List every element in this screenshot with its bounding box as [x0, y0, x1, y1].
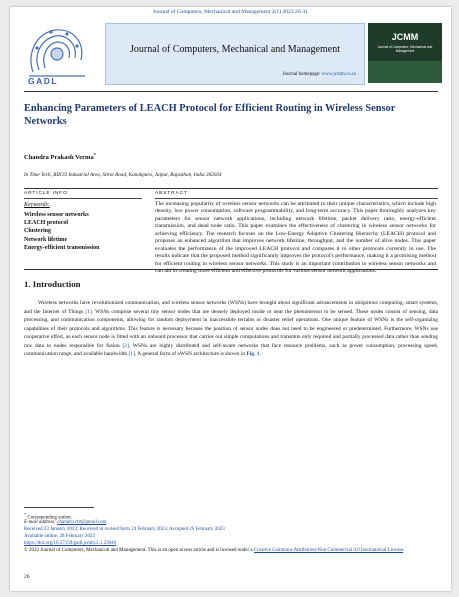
logo-text: GADL — [28, 76, 59, 86]
author-name: Chandra Prakash Verma — [24, 154, 94, 162]
homepage-link[interactable]: www.jcmm.co.in — [321, 72, 356, 77]
author — [24, 152, 96, 161]
cover-title: JCMM — [391, 32, 419, 42]
corresponding-text: Corresponding author. — [27, 515, 73, 521]
keyword-item: LEACH protocol — [24, 220, 69, 227]
footnote-rule — [24, 507, 94, 508]
article-info-header: ARTICLE INFO — [24, 191, 68, 196]
keyword-item: Clustering — [24, 228, 51, 235]
paper-page — [10, 7, 451, 591]
email-link[interactable]: chandra.rbt@gmail.com — [57, 520, 107, 525]
received-dates: Received 23 January 2023; Received in revised form 24 February 2023; Accepted 26 February 2023 — [24, 527, 225, 532]
figure-link[interactable]: Fig. 1 — [246, 351, 260, 357]
available-online: Available online: 28 February 2023 — [24, 534, 96, 539]
corresponding-mark: * — [24, 512, 27, 517]
header-rule — [24, 91, 438, 92]
author-mark: * — [93, 152, 96, 157]
license-text — [24, 548, 444, 554]
abstract-header: ABSTRACT — [155, 191, 188, 196]
license-prefix: © 2022 Journal of Computers, Mechanical and Management. This is an open access article and is licensed under a — [24, 548, 254, 553]
intro-text: . WSNs comprise several tiny sensor nodes that are densely deployed inside or near the phenomenon to be sensed. These nodes consist of sensing, data processing, and communication components, allowing for random deployment in inaccessible terrains or disaster relief operations. One unique feature of WSNs is the self-organizing capabilities of their protocols and algorithms. This feature is necessary because the position of sensor nodes does not need to be engineered or predetermined. Furthermore, WSNs use cooperative effort, as each sensor node is fitted with an onboard processor that carries out simple computations and transmits only required and partially processed data rather than sending raw data to nodes responsible for fusion — [24, 308, 438, 349]
journal-homepage — [106, 72, 356, 77]
citation-link[interactable]: [1] — [85, 308, 92, 315]
doi-link[interactable]: https://doi.org/10.57159/gadl.jcmm.2.1.23040 — [24, 541, 117, 546]
page-number: 26 — [24, 574, 30, 580]
article-title: Enhancing Parameters of LEACH Protocol for Efficient Routing in Wireless Sensor Networks — [24, 103, 396, 127]
cover-image — [368, 61, 442, 83]
citation-link[interactable]: [1] — [128, 351, 135, 357]
keyword-item: Energy-efficient transmission — [24, 244, 100, 251]
introduction-paragraph — [24, 299, 438, 359]
homepage-label: Journal homepage: — [282, 72, 321, 77]
running-head: Journal of Computers, Mechanical and Management 2(1) 2023 26-31 — [152, 9, 309, 15]
introduction-heading: 1. Introduction — [24, 279, 81, 289]
abstract-text: The increasing popularity of wireless sensor networks can be attributed to their unique characteristics, which include high density, low power consumption, software programmability, and long-term accuracy. This paper thoroughly analyzes key parameters for sensor network applications, including network lifetime, packet delivery ratio, energy-efficient transmission, and dead node ratio. This paper examines the effectiveness of clustering in wireless sensor networks for achieving efficiency. The research focuses on the Low-Energy Adaptive Clustering Hierarchy (LEACH) protocol and proposes an enhanced algorithm that improves network lifetime, throughput, and the number of alive nodes. This paper evaluates the performance of the improved LEACH protocol and compares it to other protocols currently in use. The results indicate that the proposed method significantly improves the protocol's performance, making it a promising method for efficient routing in wireless sensor networks. This study is an important contribution to wireless sensor networks and can aid in creating more efficient and effective protocols for various sensor network applications. — [155, 201, 436, 275]
journal-banner — [105, 23, 365, 85]
license-suffix: . — [403, 548, 405, 553]
intro-text: . WSNs are highly distributed and self-aware networks that face resource problems, such as power consumption, processing speed, communication range, and available bandwidth — [24, 342, 438, 357]
cover-subtitle: Journal of Computers, Mechanical and Management — [377, 45, 433, 53]
info-rule — [24, 188, 438, 189]
keyword-item: Wireless sensor networks — [24, 212, 89, 218]
keywords-list — [24, 211, 144, 252]
intro-text: . A general form of aWSN architecture is shown in — [134, 351, 247, 357]
intro-text: Wireless networks have revolutionized communication, and wireless sensor networks (WSNs) have brought about significant advancements in ubiquitous computing, smart systems, and the Internet of Things — [24, 300, 438, 315]
license-link[interactable]: Creative Commons Attribution-Non Commercial 4.0 International License — [253, 548, 404, 553]
affiliation: In Time Tech, RIICO Industrial Area, Sitrot Road, Kanakpura, Jaipur, Rajasthan, India 302034 — [24, 172, 222, 178]
email-label: E-mail address: — [24, 520, 56, 525]
abstract-rule — [155, 198, 438, 199]
citation-link[interactable]: [2] — [122, 342, 129, 349]
article-info-rule — [24, 198, 142, 199]
journal-name: Journal of Computers, Mechanical and Management — [130, 44, 340, 55]
intro-text: . — [259, 351, 261, 357]
abstract-bottom-rule — [24, 269, 438, 270]
keyword-item: Network lifetime — [24, 236, 68, 243]
email-line — [24, 520, 444, 526]
journal-cover-thumbnail — [368, 23, 442, 83]
keywords-label: Keywords: — [24, 202, 50, 208]
